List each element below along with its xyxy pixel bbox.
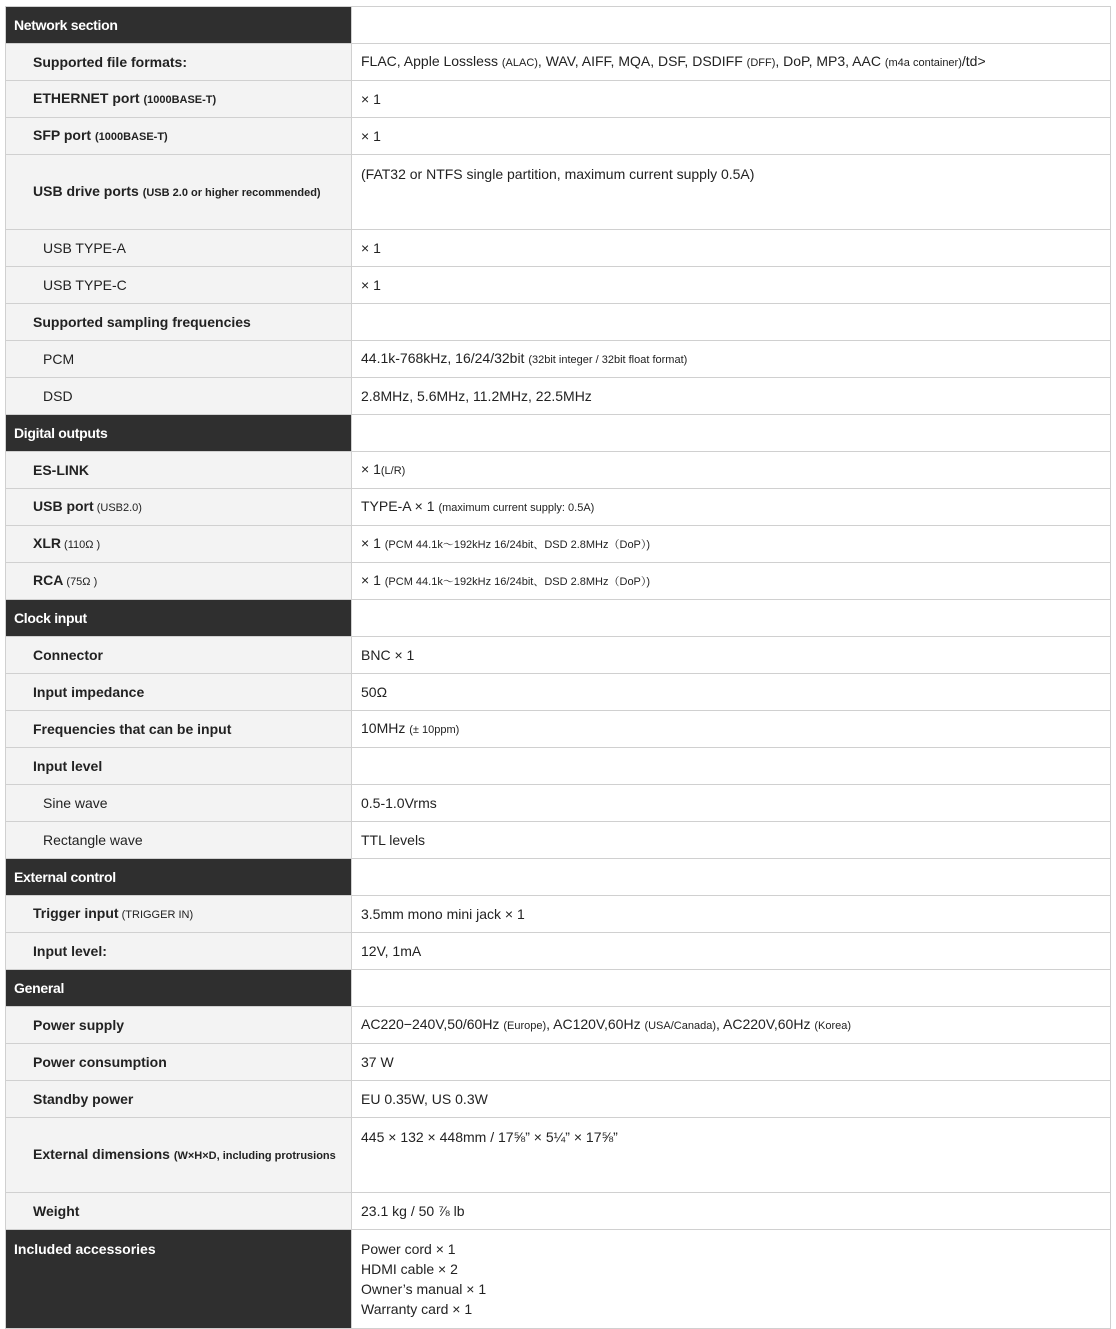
- spec-label: Rectangle wave: [6, 822, 352, 859]
- spec-row-power-consumption: [6, 1044, 1111, 1081]
- section-header-network: [6, 7, 1111, 44]
- spec-row-dsd: [6, 378, 1111, 415]
- spec-label: RCA: [33, 572, 64, 588]
- spec-row-dimensions: External dimensions (W×H×D, including protrusions 445 × 132 × 448mm / 17⅝” × 5¼” × 17⅝”: [6, 1118, 1111, 1193]
- spec-table: [5, 6, 1111, 1329]
- spec-value: BNC × 1: [352, 637, 1111, 674]
- spec-value: × 1 (PCM 44.1k～192kHz 16/24bit、DSD 2.8MHz（DoP）): [352, 563, 1111, 600]
- section-header-external: [6, 859, 1111, 896]
- spec-value: 0.5-1.0Vrms: [352, 785, 1111, 822]
- spec-label: Input level:: [6, 933, 352, 970]
- spec-row-pcm: [6, 341, 1111, 378]
- section-header-general: [6, 970, 1111, 1007]
- spec-row-ethernet: ETHERNET port (1000BASE-T) × 1: [6, 81, 1111, 118]
- accessory-item: Owner’s manual × 1: [361, 1281, 487, 1297]
- spec-row-sfp: SFP port (1000BASE-T) × 1: [6, 118, 1111, 155]
- spec-label: Sine wave: [6, 785, 352, 822]
- spec-label: XLR: [33, 535, 61, 551]
- spec-row-connector: [6, 637, 1111, 674]
- spec-row-impedance: [6, 674, 1111, 711]
- spec-value: AC220−240V,50/60Hz (Europe), AC120V,60Hz (USA/Canada), AC220V,60Hz (Korea): [352, 1007, 1111, 1044]
- spec-row-rca: RCA (75Ω ) × 1 (PCM 44.1k～192kHz 16/24bit、DSD 2.8MHz（DoP）): [6, 563, 1111, 600]
- spec-label: Input impedance: [6, 674, 352, 711]
- spec-row-usb-drive: USB drive ports (USB 2.0 or higher recommended) (FAT32 or NTFS single partition, maximum current supply 0.5A): [6, 155, 1111, 230]
- spec-value: TTL levels: [352, 822, 1111, 859]
- spec-label: Supported file formats:: [6, 44, 352, 81]
- spec-row-sampling: [6, 304, 1111, 341]
- spec-label: Connector: [6, 637, 352, 674]
- spec-value: 12V, 1mA: [352, 933, 1111, 970]
- section-title: External control: [6, 859, 352, 896]
- section-title: Network section: [6, 7, 352, 44]
- spec-row-trigger: Trigger input (TRIGGER IN) 3.5mm mono mini jack × 1: [6, 896, 1111, 933]
- spec-value: 44.1k-768kHz, 16/24/32bit (32bit integer / 32bit float format): [352, 341, 1111, 378]
- spec-value: 23.1 kg / 50 ⅞ lb: [352, 1193, 1111, 1230]
- spec-label: External dimensions: [33, 1146, 170, 1162]
- section-header-digital: [6, 415, 1111, 452]
- spec-value: × 1: [352, 230, 1111, 267]
- spec-value: × 1: [352, 81, 1111, 118]
- spec-label: Supported sampling frequencies: [6, 304, 352, 341]
- spec-value: 37 W: [352, 1044, 1111, 1081]
- spec-row-file-formats: [6, 44, 1111, 81]
- section-title: Clock input: [6, 600, 352, 637]
- spec-row-xlr: XLR (110Ω ) × 1 (PCM 44.1k～192kHz 16/24bit、DSD 2.8MHz（DoP）): [6, 526, 1111, 563]
- spec-label: PCM: [6, 341, 352, 378]
- spec-row-frequencies: [6, 711, 1111, 748]
- spec-label: USB drive ports: [33, 183, 139, 199]
- accessory-item: Power cord × 1: [361, 1241, 456, 1257]
- section-title: General: [6, 970, 352, 1007]
- spec-label: Power consumption: [6, 1044, 352, 1081]
- spec-label: Standby power: [6, 1081, 352, 1118]
- spec-label: Power supply: [6, 1007, 352, 1044]
- spec-label: Trigger input: [33, 905, 119, 921]
- spec-value: × 1(L/R): [352, 452, 1111, 489]
- spec-label: USB TYPE-A: [6, 230, 352, 267]
- spec-row-es-link: [6, 452, 1111, 489]
- spec-label: ES-LINK: [6, 452, 352, 489]
- spec-label: DSD: [6, 378, 352, 415]
- spec-row-ext-input-level: [6, 933, 1111, 970]
- spec-value: 3.5mm mono mini jack × 1: [352, 896, 1111, 933]
- spec-label: USB port: [33, 498, 94, 514]
- spec-label: ETHERNET port: [33, 90, 140, 106]
- spec-value: 2.8MHz, 5.6MHz, 11.2MHz, 22.5MHz: [352, 378, 1111, 415]
- section-accessories: [6, 1230, 1111, 1329]
- spec-value: TYPE-A × 1 (maximum current supply: 0.5A): [352, 489, 1111, 526]
- accessories-list: [352, 1230, 1111, 1329]
- spec-label: USB TYPE-C: [6, 267, 352, 304]
- spec-value: × 1: [352, 118, 1111, 155]
- spec-value: EU 0.35W, US 0.3W: [352, 1081, 1111, 1118]
- section-title: Digital outputs: [6, 415, 352, 452]
- spec-value: × 1 (PCM 44.1k～192kHz 16/24bit、DSD 2.8MHz（DoP）): [352, 526, 1111, 563]
- spec-value: 10MHz (± 10ppm): [352, 711, 1111, 748]
- spec-label: Input level: [6, 748, 352, 785]
- spec-row-rectangle-wave: [6, 822, 1111, 859]
- spec-value: FLAC, Apple Lossless (ALAC), WAV, AIFF, MQA, DSF, DSDIFF (DFF), DoP, MP3, AAC (m4a container)/td>: [352, 44, 1111, 81]
- accessory-item: HDMI cable × 2: [361, 1261, 458, 1277]
- accessory-item: Warranty card × 1: [361, 1301, 473, 1317]
- spec-row-weight: [6, 1193, 1111, 1230]
- spec-label: Frequencies that can be input: [6, 711, 352, 748]
- section-header-clock: [6, 600, 1111, 637]
- spec-label: SFP port: [33, 127, 92, 143]
- spec-value: × 1: [352, 267, 1111, 304]
- spec-row-sine-wave: [6, 785, 1111, 822]
- spec-label: Weight: [6, 1193, 352, 1230]
- spec-row-usb-type-a: [6, 230, 1111, 267]
- spec-value: (FAT32 or NTFS single partition, maximum current supply 0.5A): [352, 155, 1111, 230]
- spec-row-input-level: [6, 748, 1111, 785]
- section-title: Included accessories: [6, 1230, 352, 1329]
- spec-row-power-supply: [6, 1007, 1111, 1044]
- spec-value: 50Ω: [352, 674, 1111, 711]
- spec-row-usb-port: USB port (USB2.0) TYPE-A × 1 (maximum current supply: 0.5A): [6, 489, 1111, 526]
- spec-row-usb-type-c: [6, 267, 1111, 304]
- spec-value: 445 × 132 × 448mm / 17⅝” × 5¼” × 17⅝”: [352, 1118, 1111, 1193]
- spec-row-standby: [6, 1081, 1111, 1118]
